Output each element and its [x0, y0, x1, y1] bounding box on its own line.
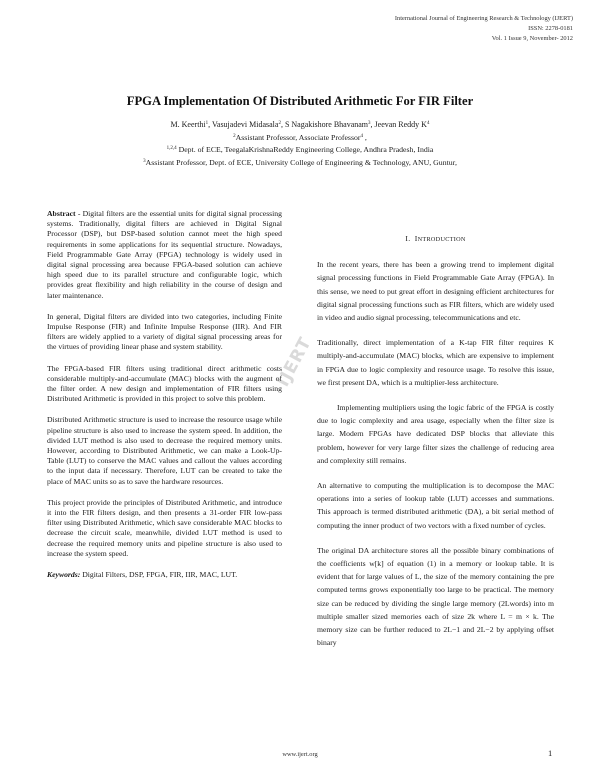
journal-issn: ISSN: 2278-0181 — [528, 25, 573, 32]
keywords-label: Keywords: — [47, 570, 81, 580]
body-paragraph: This project provide the principles of Distributed Arithmetic, and introduce it into the FIR filters design, and then presents a 31-order FIR low-pass filter using Distributed Arithmetic, which save considerable MAC blocks to decrease the circuit scale, meanwhile, divided LUT method is used to decrease the required memory units and pipeline structure is also used to increase the system speed. — [47, 497, 282, 558]
ijert-watermark: IJERT — [273, 333, 316, 391]
body-paragraph: Distributed Arithmetic structure is used to increase the resource usage while pipeline structure is also used to increase the system speed. In addition, the divided LUT method is also used to decrease the required memory units. However, according to Distributed Arithmetic, we can make a Look-Up-Table (LUT) to conserve the MAC values and callout the values according to the input data if necessary. Therefore, LUT can be created to take the place of MAC units so as to save the hardware resources. — [47, 415, 282, 486]
journal-volume: Vol. 1 Issue 9, November- 2012 — [491, 35, 573, 42]
author-names: M. Keerthi$^1$, Vasujadevi Midasala$^2$, S Nagakishore Bhavanam$^3$, Jeevan Reddy $K^4$ — [170, 120, 430, 129]
author-roles: $^2$Assistant Professor, Associate Professor$^4$ , — [233, 132, 367, 142]
page-number: 1 — [548, 748, 553, 758]
right-column — [317, 232, 554, 661]
journal-name: International Journal of Engineering Research & Technology (IJERT) — [394, 15, 573, 22]
affiliation-1: $^{1,2,4}$ Dept. of ECE, TeegalaKrishnaReddy Engineering College, Andhra Pradesh, India — [166, 145, 434, 154]
paper-title: FPGA Implementation Of Distributed Arithmetic For FIR Filter — [126, 94, 474, 108]
body-paragraph: In the recent years, there has been a growing trend to implement digital signal processing functions in Field Programmable Gate Array (FPGA). In this sense, we need to put great effort in designing efficient architectures for digital signal processing functions such as FIR filters, which are widely used in video and audio signal processing, telecommunications and etc. — [317, 260, 554, 323]
left-column — [47, 209, 282, 591]
footer-url: www.ijert.org — [282, 751, 318, 758]
author-1: M. Keerthi — [170, 120, 206, 129]
body-paragraph: Implementing multipliers using the logic fabric of the FPGA is costly due to logic complexity and area usage, especially when the filter size is large. Modern FPGAs have dedicated DSP blocks that alleviate this problem, however for very large filter sizes the challenge of reducing area and complexity still remains. — [317, 403, 554, 465]
body-paragraph: In general, Digital filters are divided into two categories, including Finite Impulse Response (FIR) and Infinite Impulse Response (IIR). And FIR filters are widely applied to a variety of digital signal processing areas for the virtues of providing linear phase and system stability. — [47, 311, 282, 352]
author-block — [0, 118, 600, 168]
author-2: Vasujadevi Midasala — [212, 120, 279, 129]
author-3: S Nagakishore Bhavanam — [284, 120, 369, 129]
affiliation-2: $^3$Assistant Professor, Dept. of ECE, University College of Engineering & Technology, ANU, Guntur, — [143, 157, 457, 167]
journal-header — [395, 14, 573, 44]
body-paragraph: An alternative to computing the multiplication is to decompose the MAC operations into a series of lookup table (LUT) accesses and summations. This approach is termed distributed arithmetic (DA), a bit serial method of computing the inner product of two vectors with a fixed number of cycles. — [317, 481, 554, 530]
section-heading: I. INTRODUCTION — [405, 234, 466, 243]
body-paragraph: The FPGA-based FIR filters using traditional direct arithmetic costs considerable multiply-and-accumulate (MAC) blocks with the augment of the filter order. A new design and implementation of FIR filters using Distributed Arithmetic is provided in this project to solve this problem. — [47, 363, 282, 404]
abstract-paragraph: Abstract - Digital filters are the essential units for digital signal processing systems. Traditionally, digital filters are achieved in Digital Signal Processor (DSP), but DSP-based solution cannot meet the high speed requirements in some applications for its sequential structure. Nowadays, Field Programmable Gate Array (FPGA) technology is widely used in digital signal processing area because FPGA-based solution can achieve high speed due to its parallel structure and configurable logic, which provides great flexibility and high reliability in the course of design and later maintenance. — [47, 209, 282, 300]
keywords-paragraph: Keywords: Digital Filters, DSP, FPGA, FIR, IIR, MAC, LUT. — [47, 570, 238, 580]
body-paragraph: The original DA architecture stores all the possible binary combinations of the coefficients w[k] of equation (1) in a memory or lookup table. It is evident that for large values of L, the size of the memory containing the pre computed terms grows exponentially too large to be practical. The memory size can be reduced by dividing the single large memory (2Lwords) into m multiple smaller sized memories each of size 2k where L = m × k. The memory size can be further reduced to 2L−1 and 2L−2 by applying offset binary — [317, 545, 554, 648]
body-paragraph: Traditionally, direct implementation of a K-tap FIR filter requires K multiply-and-accumulate (MAC) blocks, which are expensive to implement in FPGA due to logic complexity and resource usage. To resolve this issue, we first present DA, which is a multiplier-less architecture. — [317, 338, 554, 387]
author-4: Jeevan Reddy K — [374, 120, 427, 129]
abstract-label: Abstract — [47, 209, 76, 218]
